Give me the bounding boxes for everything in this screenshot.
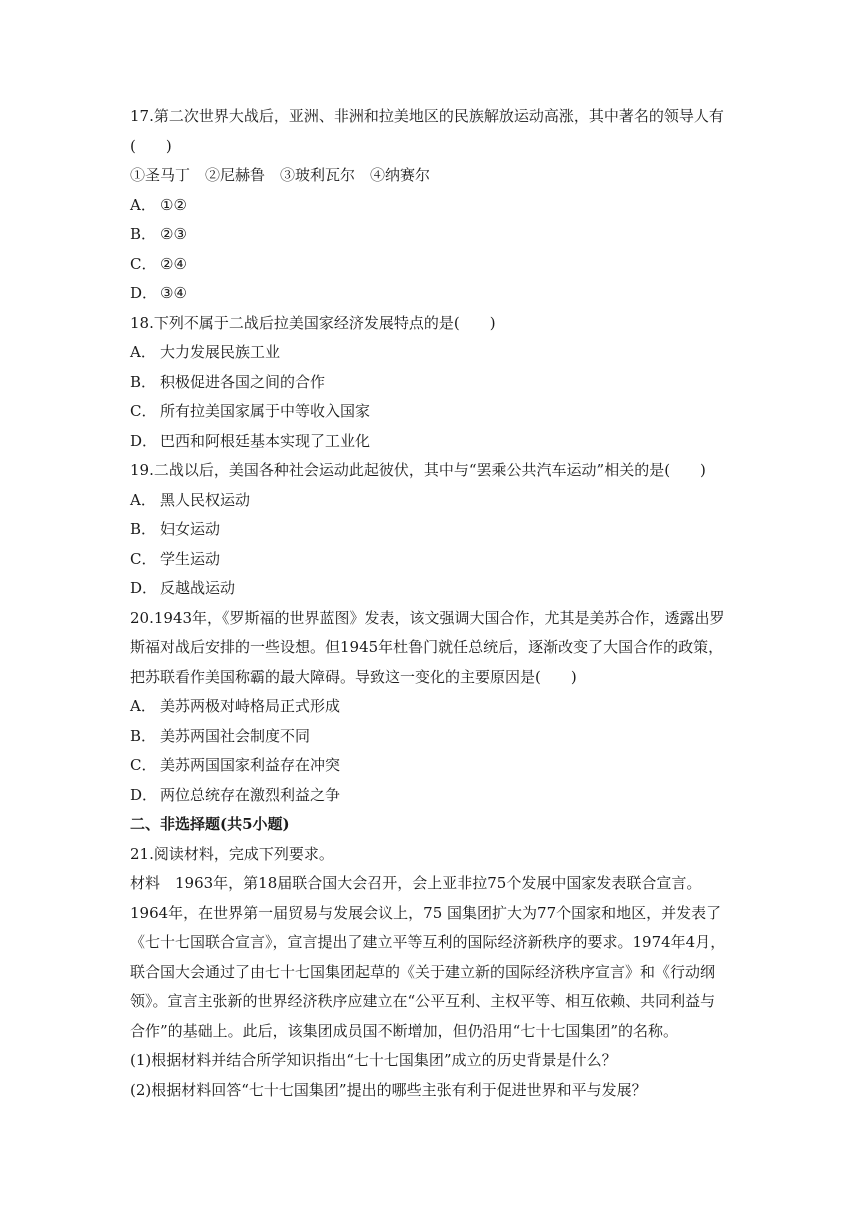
q19-option-c <box>130 545 734 575</box>
q17-option-c <box>130 250 734 280</box>
option-text: 积极促进各国之间的合作 <box>160 372 326 391</box>
option-text: 巴西和阿根廷基本实现了工业化 <box>160 431 371 450</box>
option-text: 美苏两国国家利益存在冲突 <box>160 756 341 774</box>
q17-stem: 17.第二次世界大战后，亚洲、非洲和拉美地区的民族解放运动高涨，其中著名的领导人有 <box>130 107 724 125</box>
q21-subquestion-2: (2)根据材料回答“七十七国集团”提出的哪些主张有利于促进世界和平与发展？ <box>130 1080 647 1099</box>
q18-option-c <box>130 397 734 427</box>
q21-material-line: 合作”的基础上。此后，该集团成员国不断增加，但仍沿用“七十七国集团”的名称。 <box>130 1021 679 1040</box>
option-text: ①② <box>160 195 187 214</box>
q18-option-d <box>130 427 734 457</box>
q21-stem: 21.阅读材料，完成下列要求。 <box>130 844 334 863</box>
q20-option-d <box>130 781 734 811</box>
q18-option-b <box>130 368 734 398</box>
q18-option-a <box>130 338 734 368</box>
q21-material-line: 联合国大会通过了由七十七国集团起草的《关于建立新的国际经济秩序宣言》和《行动纲 <box>130 962 716 981</box>
q21-material-line: 1964年，在世界第一届贸易与发展会议上，75 国集团扩大为77个国家和地区，并发表了 <box>130 903 722 922</box>
q19-option-b <box>130 515 734 545</box>
option-letter: D． <box>130 284 158 302</box>
option-text: ③④ <box>160 284 187 302</box>
option-text: 学生运动 <box>160 549 221 568</box>
option-text: 两位总统存在激烈利益之争 <box>160 785 341 804</box>
option-text: 所有拉美国家属于中等收入国家 <box>160 402 371 420</box>
option-letter: A． <box>130 343 156 361</box>
q17-option-d <box>130 279 734 309</box>
q20-stem-line: 20.1943年，《罗斯福的世界蓝图》发表，该文强调大国合作，尤其是美苏合作，透露出罗 <box>130 608 725 627</box>
q17-option-b <box>130 220 734 250</box>
q19-stem: 19.二战以后，美国各种社会运动此起彼伏，其中与“罢乘公共汽车运动”相关的是( ) <box>130 461 706 479</box>
q17-option-a <box>130 191 734 221</box>
q19-option-a <box>130 486 734 516</box>
option-letter: B． <box>130 225 157 243</box>
option-text: ②④ <box>160 254 187 273</box>
option-text: ②③ <box>160 225 187 243</box>
q17-blank: ( ) <box>130 136 172 155</box>
q21-subquestion-1: (1)根据材料并结合所学知识指出“七十七国集团”成立的历史背景是什么？ <box>130 1051 617 1069</box>
q19-option-d <box>130 574 734 604</box>
q20-stem-line: 斯福对战后安排的一些设想。但1945年杜鲁门就任总统后，逐渐改变了大国合作的政策， <box>130 638 724 656</box>
q21-material-line: 领》。宣言主张新的世界经济秩序应建立在“公平互利、主权平等、相互依赖、共同利益与 <box>130 992 716 1010</box>
q17-items: ①圣马丁 ②尼赫鲁 ③玻利瓦尔 ④纳赛尔 <box>130 166 431 184</box>
option-text: 反越战运动 <box>160 579 236 597</box>
option-letter: C． <box>130 549 157 568</box>
option-letter: B． <box>130 372 157 391</box>
q18-stem: 18.下列不属于二战后拉美国家经济发展特点的是( ) <box>130 313 496 332</box>
option-letter: C． <box>130 402 157 420</box>
option-text: 美苏两极对峙格局正式形成 <box>160 697 341 715</box>
section-heading: 二、非选择题(共5小题) <box>130 815 290 833</box>
option-text: 黑人民权运动 <box>160 490 251 509</box>
q21-material-line: 《七十七国联合宣言》，宣言提出了建立平等互利的国际经济新秩序的要求。1974年4月， <box>130 933 726 951</box>
option-letter: A． <box>130 697 156 715</box>
option-text: 妇女运动 <box>160 520 221 538</box>
q20-option-a <box>130 692 734 722</box>
option-letter: D． <box>130 785 158 804</box>
q20-option-b <box>130 722 734 752</box>
option-letter: A． <box>130 195 156 214</box>
q20-stem-line: 把苏联看作美国称霸的最大障碍。导致这一变化的主要原因是( ) <box>130 667 577 686</box>
q21-material-line: 材料 1963年，第18届联合国大会召开，会上亚非拉75个发展中国家发表联合宣言。 <box>130 874 702 892</box>
option-letter: D． <box>130 431 158 450</box>
option-letter: B． <box>130 726 157 745</box>
option-text: 美苏两国社会制度不同 <box>160 726 311 745</box>
option-text: 大力发展民族工业 <box>160 343 281 361</box>
option-letter: D． <box>130 579 158 597</box>
option-letter: C． <box>130 756 157 774</box>
option-letter: B． <box>130 520 157 538</box>
q20-option-c <box>130 751 734 781</box>
option-letter: C． <box>130 254 157 273</box>
page-content <box>130 102 734 1105</box>
option-letter: A． <box>130 490 156 509</box>
